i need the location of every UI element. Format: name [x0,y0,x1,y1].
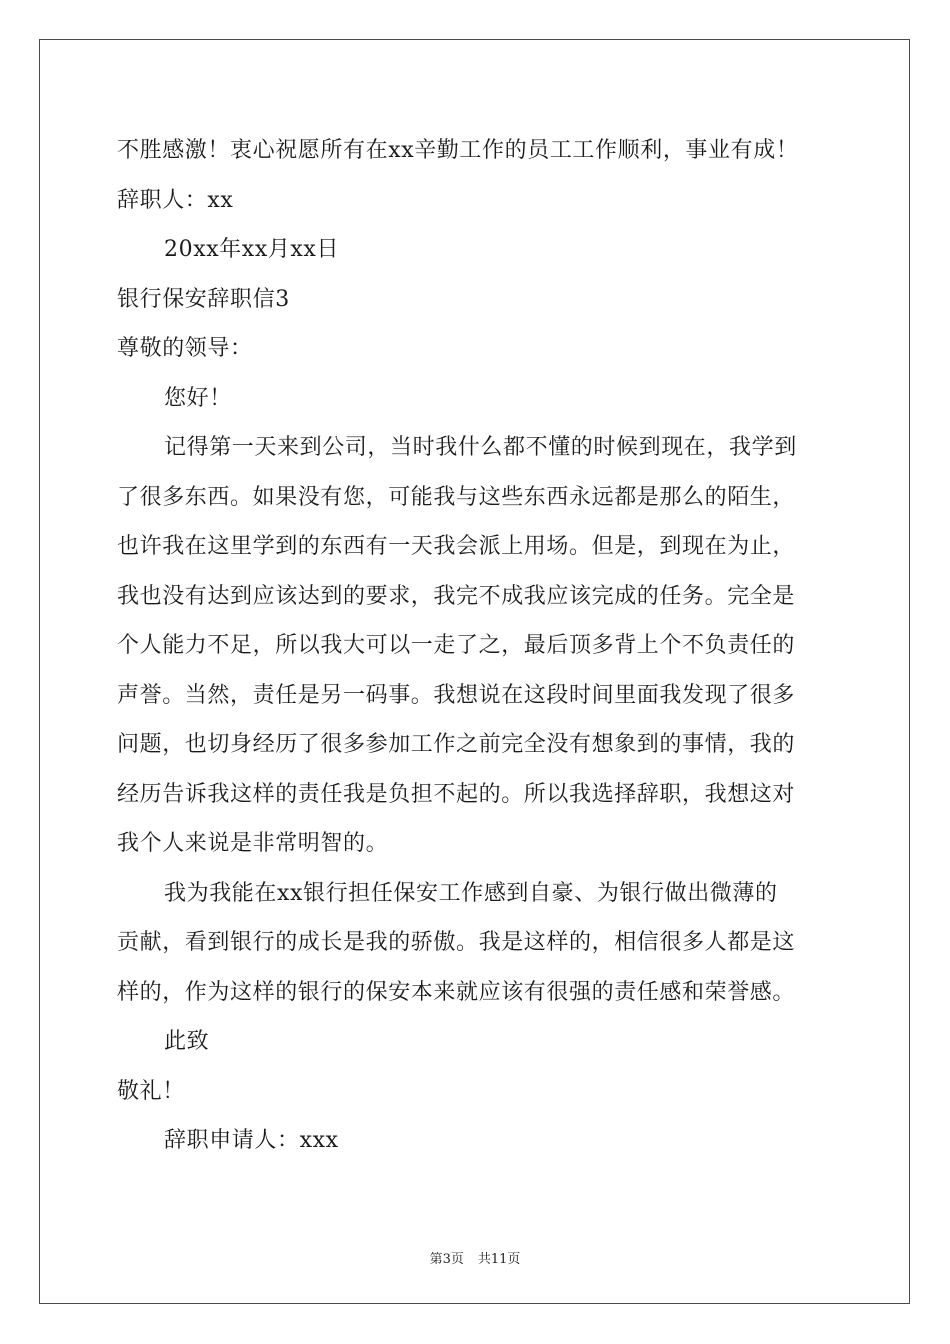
letter-title: 银行保安辞职信3 [117,286,290,312]
paragraph-line: 记得第一天来到公司，当时我什么都不懂的时候到现在，我学到 [164,435,797,460]
page-footer [0,1248,950,1267]
paragraph-line: 也许我在这里学到的东西有一天我会派上用场。但是，到现在为止， [117,534,796,559]
closing-line: 此致 [164,1029,210,1054]
paragraph-line: 贡献，看到银行的成长是我的骄傲。我是这样的，相信很多人都是这 [117,930,796,955]
salutation: 尊敬的领导： [117,336,253,361]
text-line: 不胜感激！衷心祝愿所有在xx辛勤工作的员工工作顺利，事业有成！ [117,138,799,163]
greeting: 您好！ [164,385,232,411]
paragraph-line: 个人能力不足，所以我大可以一走了之，最后顶多背上个不负责任的 [117,633,796,658]
document-body [117,126,837,1166]
closing-salute: 敬礼！ [117,1078,185,1104]
paragraph-line: 我为我能在xx银行担任保安工作感到自豪、为银行做出微薄的 [164,880,778,906]
signature-line: 辞职人：xx [117,187,234,213]
date-line: 20xx年xx月xx日 [164,237,340,262]
paragraph-line: 声誉。当然，责任是另一码事。我想说在这段时间里面我发现了很多 [117,682,796,708]
applicant-signature: 辞职申请人：xxx [164,1128,339,1153]
page-total: 共11页 [477,1252,521,1267]
paragraph-line: 我个人来说是非常明智的。 [117,831,389,856]
paragraph-line: 问题，也切身经历了很多参加工作之前完全没有想象到的事情，我的 [117,732,796,757]
paragraph-line: 样的，作为这样的银行的保安本来就应该有很强的责任感和荣誉感。 [117,979,796,1005]
paragraph-line: 我也没有达到应该达到的要求，我完不成我应该完成的任务。完全是 [117,583,796,609]
paragraph-line: 经历告诉我这样的责任我是负担不起的。所以我选择辞职，我想这对 [117,781,796,807]
page-number: 第3页 [429,1252,464,1267]
paragraph-line: 了很多东西。如果没有您，可能我与这些东西永远都是那么的陌生， [117,484,796,510]
